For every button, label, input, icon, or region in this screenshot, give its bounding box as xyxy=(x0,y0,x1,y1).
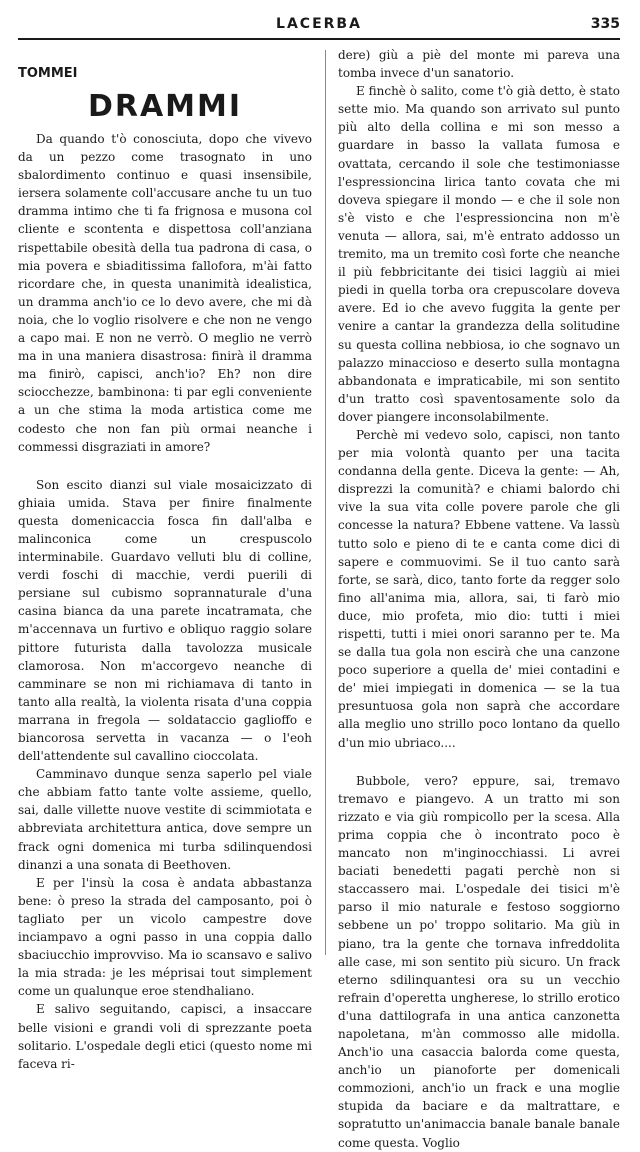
paragraph: E finchè ò salito, come t'ò già detto, è stato sette mio. Ma quando son arrivato sul punto più alto della collina e mi son messo a guardare in basso la vallata fumosa e ovattata, cercando il sole che testimoniasse l'espressioncina lirica tanto covata che mi doveva spiegare il mondo — e che il sole non s'è visto e che l'espressioncina non m'è venuta — allora, sai, m'è entrato addosso un tremito, ma un tremito così forte che neanche il più febbricitante dei tisici laggiù ai miei piedi in quella torba ora crepuscolare doveva avere. Ed io che avevo fuggita la gente per venire a cantar la grandezza della solitudine su questa collina nebbiosa, io che sognavo un palazzo minaccioso e deserto sulla montagna abbandonata e impraticabile, mi son sentito d'un tratto così spaventosamente solo da dover piangere inconsolabilmente. xyxy=(338,84,620,424)
journal-title: LACERBA xyxy=(276,16,362,32)
paragraph: Perchè mi vedevo solo, capisci, non tanto per mia volontà quanto per una tacita condanna della gente. Diceva la gente: — Ah, disprezzi la comunità? e chiami balordo chi vive la sua vita colle povere parole che gli concesse la natura? Ebbene vattene. Va lassù tutto solo e pieno di te e canta come dici di sapere e commuovimi. Se il tuo canto sarà forte, se sarà, dico, tanto forte da regger solo fino all'anima mia, allora, sai, ti farò mio duce, mio profeta, mio dio: tutti i miei rispetti, tutti i miei onori saranno per te. Ma se dalla tua gola non escirà che una canzone poco superiore a quella de' miei contadini e de' miei impiegati in domenica — se la tua presuntuosa gola non saprà che accordare alla meglio uno strillo poco lontano da quello d'un mio ubriaco.... xyxy=(338,427,620,750)
paragraph: dere) giù a piè del monte mi pareva una tomba invece d'un sanatorio. xyxy=(338,48,620,81)
paragraph: E salivo seguitando, capisci, a insaccare belle visioni e grandi voli di sprezzante poeta solitario. L'ospedale degli etici (questo nome mi faceva ri- xyxy=(18,1002,312,1071)
page-number: 335 xyxy=(590,16,620,32)
paragraph: Bubbole, vero? eppure, sai, tremavo tremavo e piangevo. A un tratto mi son rizzato e via giù rompicollo per la scesa. Alla prima coppia che ò incontrato poco è mancato non m'inginocchiassi. Li avrei baciati benedetti pagati perchè non si staccassero mai. L'ospedale dei tisici m'è parso il mio naturale e festoso soggiorno sebbene un po' troppo solitario. Ma giù in piano, tra la gente che tornava infreddolita alle case, mi son sentito più sicuro. Un frack eterno sdilinquantesi ora su un vecchio refrain d'operetta ungherese, lo strillo erotico d'una dattilografa in una antica canzonetta napoletana, m'àn commosso alle midolla. Anch'io una casaccia balorda come questa, anch'io un pianoforte per domenicali commozioni, anch'io un frack e una moglie stupida da baciare e da maltrattare, e sopratutto un'animaccia banale banale banale come questa. Voglio xyxy=(338,773,620,1150)
left-column xyxy=(18,46,312,1073)
page-header xyxy=(18,16,620,40)
paragraph: Camminavo dunque senza saperlo pel viale che abbiam fatto tante volte assieme, quello, sai, dalle villette nuove vestite di scimmiotata e abbreviata architettura antica, dove sempre un frack ogni domenica mi turba sdilinquendosi dinanzi a una sonata di Beethoven. xyxy=(18,767,312,872)
paragraph: Da quando t'ò conosciuta, dopo che vivevo da un pezzo come trasognato in uno sbalordimento continuo e quasi insensibile, iersera solamente coll'accusare anche tu un tuo dramma intimo che ti fa frignosa e musona col cliente e scontenta e dispettosa coll'anziana rispettabile obesità della tua padrona di casa, o mia povera e sbiaditissima fallofora, m'ài fatto ricordare che, in questa unanimità idealistica, un dramma anch'io ce lo devo avere, che mi dà noia, che lo voglio risolvere e che non ne vengo a capo mai. E non ne verrò. O meglio ne verrò ma in una maniera disastrosa: finirà il dramma ma finirò, capisci, anch'io? Eh? non dire sciocchezze, bambinona: ti par egli conveniente a un che stima la moda artistica come me codesto che non fan più ormai neanche i commessi disgraziati in amore? xyxy=(18,132,312,454)
column-divider xyxy=(325,50,326,955)
paragraph: E per l'insù la cosa è andata abbastanza bene: ò preso la strada del camposanto, poi ò tagliato per un vicolo campestre dove inciampavo a ogni passo in una coppia dallo sbaciucchio improvviso. Ma io scansavo e salivo la mia strada: je les méprisai tout simplement come un qualunque eroe stendhaliano. xyxy=(18,875,312,999)
paragraph: Son escito dianzi sul viale mosaicizzato di ghiaia umida. Stava per finire finalmente questa domenicaccia fosca fin dall'alba e malinconica come un crespuscolo interminabile. Guardavo velluti blu di colline, verdi foschi di macchie, verdi puerili di persiane sul cubismo soprannaturale d'una casina bianca da una parete incatramata, che m'accennava un furtivo e obliquo raggio solare pittore futurista dalla tavolozza musicale clamorosa. Non m'accorgevo neanche di camminare se non mi richiamava di tanto in tanto alla realtà, la violenta risata d'una coppia marrana in fregola — soldataccio gaglioffo e biancorosa servetta in vacanza — o l'eoh dell'attendente sul cavallino cioccolata. xyxy=(18,477,312,764)
right-column xyxy=(338,46,620,1152)
article-title: DRAMMI xyxy=(87,89,243,124)
author-name: TOMMEI xyxy=(18,66,78,81)
